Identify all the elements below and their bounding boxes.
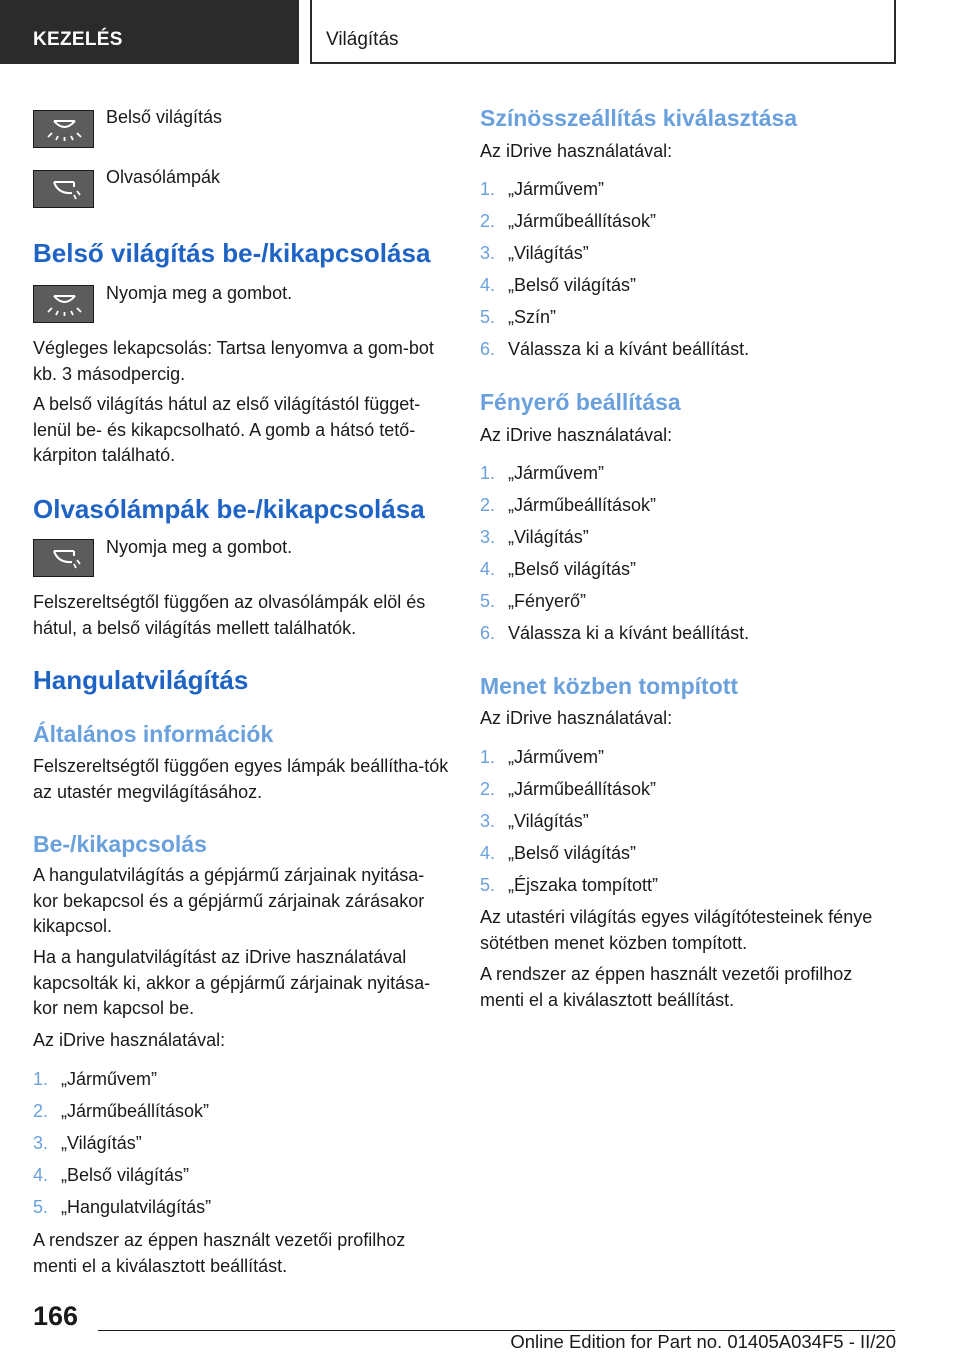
list-item-number: 1. bbox=[480, 463, 496, 483]
list-item-text: Válassza ki a kívánt beállítást. bbox=[508, 623, 750, 643]
list-item-number: 3. bbox=[480, 527, 496, 547]
section-title-brightness: Fényerő beállítása bbox=[480, 389, 681, 415]
list-item-text: „Járműbeállítások” bbox=[61, 1101, 210, 1121]
list-item-text: „Fényerő” bbox=[508, 591, 587, 611]
paragraph: A hangulatvilágítás a gépjármű zárjainak nyitása-kor bekapcsol és a gépjármű zárjainak zárásakor kikapcsol. bbox=[33, 865, 425, 936]
list-item-number: 6. bbox=[480, 623, 496, 643]
list-item-number: 5. bbox=[480, 875, 496, 895]
paragraph: Felszereltségtől függően az olvasólámpák elöl és hátul, a belső világítás mellett találhatók. bbox=[33, 592, 426, 638]
subsection-title-general: Általános információk bbox=[33, 721, 274, 747]
section-title-ambient-light: Hangulatvilágítás bbox=[33, 665, 249, 695]
paragraph: Az utastéri világítás egyes világítótesteinek fénye sötétben menet közben tompított. bbox=[480, 907, 873, 953]
reading-light-icon bbox=[33, 539, 94, 577]
paragraph: Az iDrive használatával: bbox=[480, 425, 673, 445]
list-item-number: 4. bbox=[33, 1165, 49, 1185]
list-item-text: „Belső világítás” bbox=[508, 559, 637, 579]
list-item-text: „Világítás” bbox=[508, 811, 589, 831]
list-item-number: 2. bbox=[480, 779, 496, 799]
list-item-number: 4. bbox=[480, 275, 496, 295]
list-item-text: „Járműbeállítások” bbox=[508, 779, 657, 799]
list-item-text: „Szín” bbox=[508, 307, 557, 327]
list-item-text: „Belső világítás” bbox=[61, 1165, 190, 1185]
section-title-interior-light: Belső világítás be-/kikapcsolása bbox=[33, 238, 431, 268]
icon-row-label: Nyomja meg a gombot. bbox=[106, 537, 293, 557]
reading-light-icon bbox=[33, 170, 94, 208]
section-title-reading-lights: Olvasólámpák be-/kikapcsolása bbox=[33, 494, 425, 524]
list-item-text: „Belső világítás” bbox=[508, 275, 637, 295]
list-item-text: „Éjszaka tompított” bbox=[508, 875, 659, 895]
header-chapter-label: Világítás bbox=[326, 29, 399, 50]
header-chapter-tab bbox=[310, 0, 896, 64]
list-item-text: Válassza ki a kívánt beállítást. bbox=[508, 339, 750, 359]
paragraph: Az iDrive használatával: bbox=[33, 1030, 226, 1050]
list-item-text: „Járműbeállítások” bbox=[508, 211, 657, 231]
paragraph: Az iDrive használatával: bbox=[480, 141, 673, 161]
list-item-text: „Világítás” bbox=[61, 1133, 142, 1153]
list-item-number: 3. bbox=[480, 243, 496, 263]
header-section-label: KEZELÉS bbox=[33, 29, 123, 50]
list-item-number: 3. bbox=[33, 1133, 49, 1153]
list-item-number: 5. bbox=[480, 591, 496, 611]
paragraph: Ha a hangulatvilágítást az iDrive használatával kapcsolták ki, akkor a gépjármű zárjainak nyitása-kor nem kapcsol be. bbox=[33, 947, 431, 1018]
header-section-tab bbox=[0, 0, 299, 64]
list-item-text: „Járművem” bbox=[508, 747, 605, 767]
icon-row-label: Olvasólámpák bbox=[106, 167, 221, 187]
list-item-number: 3. bbox=[480, 811, 496, 831]
icon-row-label: Nyomja meg a gombot. bbox=[106, 283, 293, 303]
list-item-text: „Járműbeállítások” bbox=[508, 495, 657, 515]
list-item-number: 2. bbox=[33, 1101, 49, 1121]
list-item-text: „Járművem” bbox=[508, 179, 605, 199]
paragraph: Az iDrive használatával: bbox=[480, 708, 673, 728]
list-item-number: 4. bbox=[480, 559, 496, 579]
icon-row-label: Belső világítás bbox=[106, 107, 223, 127]
list-item-text: „Világítás” bbox=[508, 243, 589, 263]
list-item-text: „Világítás” bbox=[508, 527, 589, 547]
list-item-number: 1. bbox=[480, 179, 496, 199]
list-item-text: „Belső világítás” bbox=[508, 843, 637, 863]
footer-edition: Online Edition for Part no. 01405A034F5 - II/20 bbox=[510, 1331, 896, 1352]
interior-light-icon bbox=[33, 285, 94, 323]
paragraph: A belső világítás hátul az első világítástól függet-lenül be- és kikapcsolható. A gomb a hátsó tető-kárpiton található. bbox=[33, 394, 421, 465]
list-item-number: 6. bbox=[480, 339, 496, 359]
paragraph: A rendszer az éppen használt vezetői profilhoz menti el a kiválasztott beállítást. bbox=[480, 964, 853, 1010]
list-item-number: 2. bbox=[480, 211, 496, 231]
list-item-text: „Járművem” bbox=[508, 463, 605, 483]
list-item-number: 1. bbox=[33, 1069, 49, 1089]
subsection-title-on-off: Be-/kikapcsolás bbox=[33, 831, 207, 857]
list-item-text: „Hangulatvilágítás” bbox=[61, 1197, 212, 1217]
section-title-dimmed-driving: Menet közben tompított bbox=[480, 673, 739, 699]
interior-light-icon bbox=[33, 110, 94, 148]
section-title-color-scheme: Színösszeállítás kiválasztása bbox=[480, 105, 798, 131]
page-number: 166 bbox=[33, 1301, 79, 1331]
list-item-number: 2. bbox=[480, 495, 496, 515]
list-item-number: 5. bbox=[480, 307, 496, 327]
list-item-number: 1. bbox=[480, 747, 496, 767]
list-item-number: 4. bbox=[480, 843, 496, 863]
paragraph: Felszereltségtől függően egyes lámpák beállítha-tók az utastér megvilágításához. bbox=[33, 756, 449, 802]
list-item-text: „Járművem” bbox=[61, 1069, 158, 1089]
paragraph: A rendszer az éppen használt vezetői profilhoz menti el a kiválasztott beállítást. bbox=[33, 1230, 406, 1276]
list-item-number: 5. bbox=[33, 1197, 49, 1217]
paragraph: Végleges lekapcsolás: Tartsa lenyomva a gom-bot kb. 3 másodpercig. bbox=[33, 338, 434, 384]
